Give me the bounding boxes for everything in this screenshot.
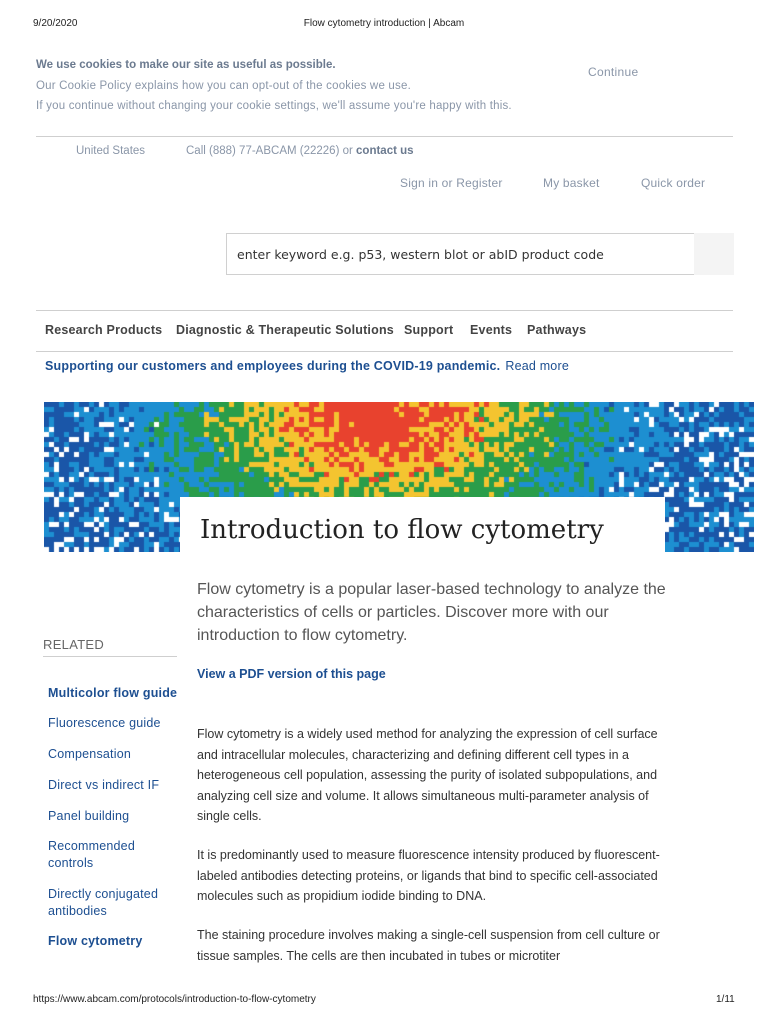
cookie-title: We use cookies to make our site as useful as possible. xyxy=(36,59,336,71)
basket-link[interactable]: My basket xyxy=(543,176,600,190)
print-title: Flow cytometry introduction | Abcam xyxy=(303,18,465,29)
body-paragraph: Flow cytometry is a widely used method for analyzing the expression of cell surface and intracellular molecules, characterizing and defining different cell types in a heterogeneous cell population, assessing the purity of isolated subpopulations, and analyzing cell size and volume. It allows simultaneous multi-parameter analysis of single cells. xyxy=(197,727,658,823)
cookie-consent-text: If you continue without changing your cookie settings, we'll assume you're happy with this. xyxy=(36,100,512,112)
sidebar-item-compensation[interactable]: Compensation xyxy=(48,747,132,761)
divider xyxy=(36,310,733,311)
divider xyxy=(36,136,733,137)
intro-text: Flow cytometry is a popular laser-based technology to analyze the characteristics of cells or particles. Discover more with our introduction to flow cytometry. xyxy=(197,581,666,644)
country-selector[interactable]: United States xyxy=(76,145,146,157)
covid-notice xyxy=(45,359,569,373)
search-button[interactable] xyxy=(694,233,734,275)
divider xyxy=(43,656,177,657)
sidebar-item-multicolor-flow-guide[interactable]: Multicolor flow guide xyxy=(48,686,178,700)
call-text: Call (888) 77-ABCAM (22226) or xyxy=(186,145,353,157)
continue-button[interactable]: Continue xyxy=(588,65,639,79)
signin-link[interactable]: Sign in or Register xyxy=(400,176,503,190)
print-page-number: 1/11 xyxy=(716,994,735,1005)
pdf-version-link[interactable]: View a PDF version of this page xyxy=(197,667,386,681)
sidebar-item-flow-cytometry[interactable]: Flow cytometry xyxy=(48,934,143,948)
contact-us-link[interactable]: contact us xyxy=(356,145,414,157)
sidebar-item-panel-building[interactable]: Panel building xyxy=(48,809,130,823)
nav-diagnostic-solutions[interactable]: Diagnostic & Therapeutic Solutions xyxy=(176,323,394,337)
sidebar-item-fluorescence-guide[interactable]: Fluorescence guide xyxy=(48,716,161,730)
covid-text: Supporting our customers and employees during the COVID-19 pandemic. xyxy=(45,359,501,373)
read-more-link[interactable]: Read more xyxy=(505,359,569,373)
cookie-policy-text: Our Cookie Policy explains how you can opt-out of the cookies we use. xyxy=(36,80,411,92)
nav-events[interactable]: Events xyxy=(470,323,513,337)
page-title: Introduction to flow cytometry xyxy=(200,515,604,545)
body-paragraph: It is predominantly used to measure fluorescence intensity produced by fluorescent-labeled antibodies detecting proteins, or ligands that bind to specific cell-associated molecules such as propidium iodide binding to DNA. xyxy=(197,848,660,903)
sidebar-item-directly-conjugated[interactable]: Directly conjugated antibodies xyxy=(48,887,159,918)
quick-order-link[interactable]: Quick order xyxy=(641,176,706,190)
sidebar-item-recommended-controls[interactable]: Recommended controls xyxy=(48,839,135,870)
related-heading: RELATED xyxy=(43,637,105,652)
nav-support[interactable]: Support xyxy=(404,323,454,337)
sidebar-item-direct-vs-indirect[interactable]: Direct vs indirect IF xyxy=(48,778,160,792)
divider xyxy=(36,351,733,352)
nav-research-products[interactable]: Research Products xyxy=(45,323,163,337)
search-input[interactable] xyxy=(227,234,694,274)
print-date: 9/20/2020 xyxy=(33,18,78,29)
search-box xyxy=(226,233,694,275)
body-paragraph: The staining procedure involves making a single-cell suspension from cell culture or tissue samples. The cells are then incubated in tubes or microtiter xyxy=(197,928,660,963)
contact-info xyxy=(186,145,414,157)
nav-pathways[interactable]: Pathways xyxy=(527,323,587,337)
print-url: https://www.abcam.com/protocols/introduction-to-flow-cytometry xyxy=(33,994,316,1005)
